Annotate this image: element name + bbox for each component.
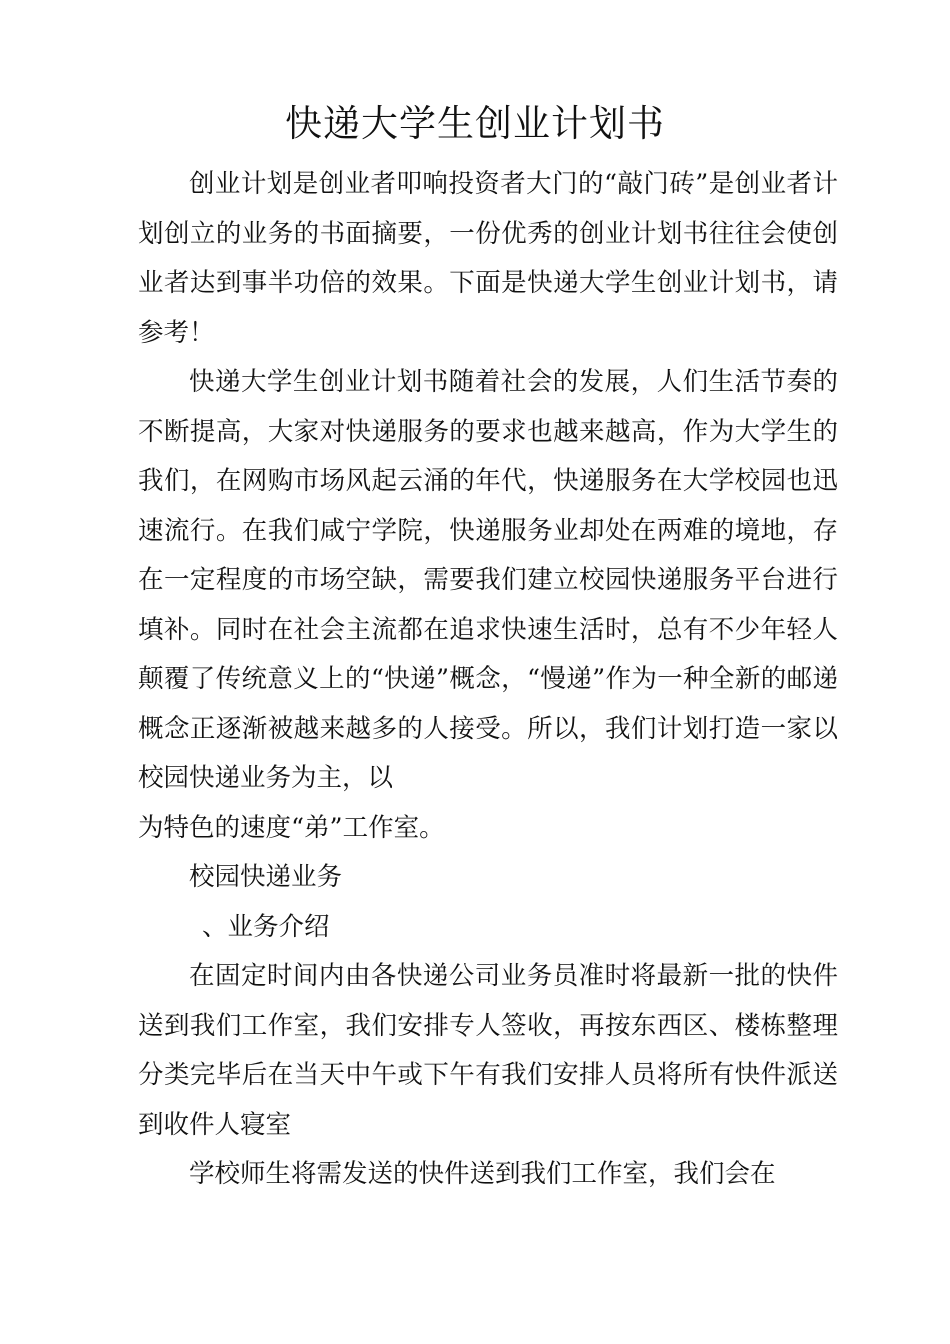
paragraph-background: 快递大学生创业计划书随着社会的发展，人们生活节奏的不断提高，大家对快递服务的要求也越来越高，作为大学生的我们，在网购市场风起云涌的年代，快递服务在大学校园也迅速流行。在我们咸宁学院，快递服务业却处在两难的境地，存在一定程度的市场空缺，需要我们建立校园快递服务平台进行填补。同时在社会主流都在追求快速生活时，总有不少年轻人颠覆了传统意义上的“快递”概念，“慢递”作为一种全新的邮递概念正逐渐被越来越多的人接受。所以，我们计划打造一家以校园快递业务为主，以	[138, 367, 838, 793]
document-title: 快递大学生创业计划书	[285, 102, 665, 145]
subsection-heading-business-intro: 、业务介绍	[202, 911, 330, 942]
paragraph-business-detail: 在固定时间内由各快递公司业务员准时将最新一批的快件送到我们工作室，我们安排专人签收，再按东西区、楼栋整理分类完毕后在当天中午或下午有我们安排人员将所有快件派送到收件人寝室	[138, 961, 838, 1140]
paragraph-feature: 为特色的速度“弟”工作室。	[138, 812, 445, 843]
paragraph-intro: 创业计划是创业者叩响投资者大门的“敲门砖”是创业者计划创立的业务的书面摘要，一份优秀的创业计划书往往会使创业者达到事半功倍的效果。下面是快递大学生创业计划书，请参考！	[138, 169, 838, 348]
section-heading-campus-express: 校园快递业务	[189, 862, 343, 892]
paragraph-sending: 学校师生将需发送的快件送到我们工作室，我们会在	[189, 1159, 776, 1189]
document-body	[138, 160, 838, 1200]
